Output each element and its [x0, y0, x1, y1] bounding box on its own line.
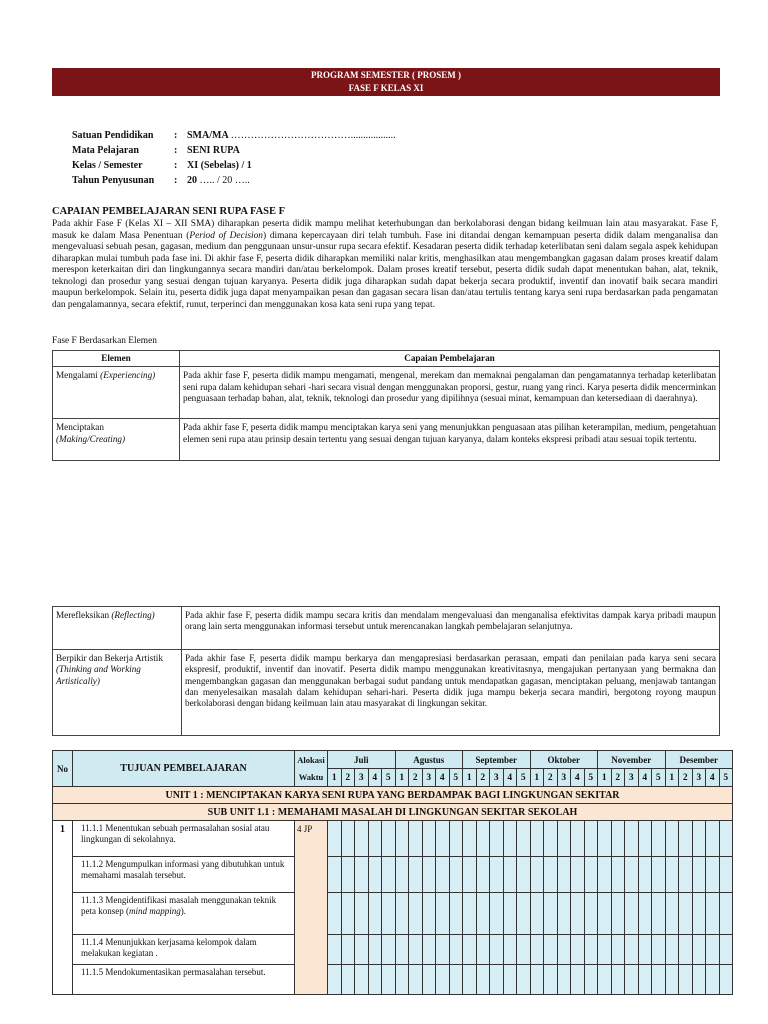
allocation-cell: 4 JP [295, 821, 328, 995]
schedule-cell[interactable] [530, 935, 544, 965]
schedule-cell[interactable] [638, 857, 652, 893]
schedule-cell[interactable] [463, 935, 477, 965]
elemen-description: Pada akhir fase F, peserta didik mampu secara kritis dan mendalam mengevaluasi dan menganalisa efektivitas dampak karya pribadi maupun orang lain serta menggunakan informasi tersebut untuk merencanakan langkah pembelajaran selanjutnya. [182, 607, 720, 650]
week-number: 4 [503, 769, 517, 787]
schedule-cell[interactable] [368, 893, 382, 935]
schedule-cell[interactable] [355, 893, 369, 935]
schedule-cell[interactable] [598, 965, 612, 995]
section-title: CAPAIAN PEMBELAJARAN SENI RUPA FASE F [52, 206, 286, 217]
schedule-cell[interactable] [517, 857, 531, 893]
schedule-cell[interactable] [638, 821, 652, 857]
schedule-cell[interactable] [476, 893, 490, 935]
schedule-cell[interactable] [422, 965, 436, 995]
week-number: 1 [328, 769, 342, 787]
schedule-cell[interactable] [517, 965, 531, 995]
schedule-cell[interactable] [395, 893, 409, 935]
unit-title: UNIT 1 : MENCIPTAKAN KARYA SENI RUPA YANG BERDAMPAK BAGI LINGKUNGAN SEKITAR [53, 787, 733, 804]
schedule-cell[interactable] [652, 935, 666, 965]
week-number: 3 [490, 769, 504, 787]
week-number: 1 [463, 769, 477, 787]
schedule-cell[interactable] [679, 893, 693, 935]
table-row [53, 419, 720, 461]
month-desember: Desember [665, 751, 733, 769]
schedule-cell[interactable] [692, 893, 706, 935]
schedule-cell[interactable] [503, 893, 517, 935]
schedule-cell[interactable] [611, 893, 625, 935]
schedule-cell[interactable] [409, 893, 423, 935]
week-number: 2 [611, 769, 625, 787]
week-number: 2 [409, 769, 423, 787]
week-number: 5 [517, 769, 531, 787]
banner-subtitle: FASE F KELAS XI [348, 83, 424, 93]
elemen-name: Berpikir dan Bekerja Artistik (Thinking and Working Artistically) [53, 650, 182, 736]
schedule-cell[interactable] [490, 935, 504, 965]
schedule-cell[interactable] [584, 893, 598, 935]
schedule-cell[interactable] [598, 821, 612, 857]
schedule-cell[interactable] [395, 857, 409, 893]
schedule-cell[interactable] [638, 893, 652, 935]
title-banner [52, 68, 720, 96]
tujuan-item: 11.1.4 Menunjukkan kerjasama kelompok dalam melakukan kegiatan . [73, 935, 295, 965]
week-number: 3 [625, 769, 639, 787]
schedule-cell[interactable] [625, 965, 639, 995]
elemen-description: Pada akhir fase F, peserta didik mampu menciptakan karya seni yang menunjukkan penguasaan atas pilihan keterampilan, medium, pengetahuan elemen seni rupa atau prinsip desain tertentu yang sesuai dengan tujuan karyanya, dalam konteks ekspresi pribadi atau sesuai topik tertentu. [180, 419, 720, 461]
schedule-cell[interactable] [436, 965, 450, 995]
week-number: 1 [665, 769, 679, 787]
schedule-cell[interactable] [503, 935, 517, 965]
schedule-cell[interactable] [625, 935, 639, 965]
schedule-cell[interactable] [476, 821, 490, 857]
schedule-cell[interactable] [409, 965, 423, 995]
schedule-cell[interactable] [368, 857, 382, 893]
identity-block [72, 128, 396, 188]
week-number: 4 [368, 769, 382, 787]
schedule-cell[interactable] [476, 857, 490, 893]
schedule-cell[interactable] [409, 857, 423, 893]
schedule-cell[interactable] [328, 857, 342, 893]
schedule-cell[interactable] [679, 935, 693, 965]
schedule-cell[interactable] [544, 857, 558, 893]
week-number: 5 [449, 769, 463, 787]
schedule-cell[interactable] [328, 965, 342, 995]
schedule-cell[interactable] [557, 965, 571, 995]
schedule-cell[interactable] [422, 893, 436, 935]
week-number: 4 [638, 769, 652, 787]
schedule-cell[interactable] [625, 857, 639, 893]
schedule-cell[interactable] [490, 857, 504, 893]
schedule-cell[interactable] [584, 965, 598, 995]
identity-row: Tahun Penyusunan : 20 ….. / 20 ….. [72, 175, 250, 186]
elemen-table-2 [52, 606, 720, 736]
schedule-cell[interactable] [679, 965, 693, 995]
schedule-cell[interactable] [679, 821, 693, 857]
schedule-cell[interactable] [652, 965, 666, 995]
schedule-cell[interactable] [503, 965, 517, 995]
schedule-cell[interactable] [409, 821, 423, 857]
schedule-cell[interactable] [517, 935, 531, 965]
row-number: 1 [53, 821, 73, 995]
schedule-cell[interactable] [341, 893, 355, 935]
schedule-cell[interactable] [449, 857, 463, 893]
week-number: 2 [341, 769, 355, 787]
schedule-cell[interactable] [490, 965, 504, 995]
schedule-cell[interactable] [638, 965, 652, 995]
schedule-cell[interactable] [436, 821, 450, 857]
schedule-cell[interactable] [476, 965, 490, 995]
table-row [53, 607, 720, 650]
schedule-cell[interactable] [463, 821, 477, 857]
week-number: 4 [571, 769, 585, 787]
schedule-cell[interactable] [598, 893, 612, 935]
schedule-cell[interactable] [449, 965, 463, 995]
schedule-cell[interactable] [719, 935, 733, 965]
schedule-cell[interactable] [368, 821, 382, 857]
schedule-cell[interactable] [328, 935, 342, 965]
schedule-cell[interactable] [652, 821, 666, 857]
schedule-table [52, 750, 733, 995]
schedule-cell[interactable] [692, 857, 706, 893]
schedule-cell[interactable] [422, 857, 436, 893]
capaian-paragraph: Pada akhir Fase F (Kelas XI – XII SMA) diharapkan peserta didik mampu melihat keterhubungan dan berkolaborasi dengan bidang keilmuan lain atau masyarakat. Fase F, masuk ke dalam Masa Penentuan (Period of Decision) dimana kepercayaan diri telah tumbuh. Fase ini ditandai dengan kemampuan peserta didik dalam menganalisa dan mengevaluasi sebuah pesan, gagasan, medium dan penggunaan unsur-unsur rupa secara efektif. Kesadaran peserta didik terhadap keterlibatan seni dalam segala aspek kehidupan diharapkan mulai tumbuh pada fase ini. Di akhir fase F, peserta didik diharapkan memiliki nalar kritis, menghasilkan atau mengembangkan gagasan dalam proses kreatif dalam merespon keterkaitan diri dan lingkungannya secara mandiri dan/atau berkelompok. Dalam proses kreatif tersebut, peserta didik sudah dapat menentukan bahan, alat, teknik, teknologi dan prosedur yang sesuai dengan tujuan karyanya. Peserta didik juga diharapkan sudah dapat bekerja secara produktif, inventif dan inovatif baik secara mandiri maupun berkelompok. Selain itu, peserta didik juga dapat menyampaikan pesan dan gagasan secara lisan dan/atau tertulis tentang karya seni rupa berdasarkan pada pengamatan dan pengalamannya, secara efektif, runut, terperinci dan menggunakan kosa kata seni rupa yang tepat. [52, 219, 718, 310]
schedule-cell[interactable] [382, 893, 396, 935]
schedule-cell[interactable] [557, 935, 571, 965]
schedule-cell[interactable] [692, 965, 706, 995]
schedule-cell[interactable] [611, 965, 625, 995]
schedule-cell[interactable] [598, 857, 612, 893]
schedule-cell[interactable] [355, 935, 369, 965]
schedule-cell[interactable] [544, 821, 558, 857]
schedule-cell[interactable] [503, 821, 517, 857]
identity-row: Mata Pelajaran : SENI RUPA [72, 145, 240, 156]
week-number: 5 [652, 769, 666, 787]
schedule-cell[interactable] [341, 935, 355, 965]
schedule-cell[interactable] [557, 857, 571, 893]
schedule-cell[interactable] [692, 935, 706, 965]
schedule-cell[interactable] [530, 857, 544, 893]
schedule-cell[interactable] [449, 935, 463, 965]
week-number: 1 [598, 769, 612, 787]
schedule-cell[interactable] [355, 965, 369, 995]
table-row [53, 367, 720, 419]
header-elemen: Elemen [53, 351, 180, 367]
schedule-cell[interactable] [503, 857, 517, 893]
schedule-cell[interactable] [395, 935, 409, 965]
elemen-description: Pada akhir fase F, peserta didik mampu berkarya dan mengapresiasi berdasarkan perasaan, empati dan penilaian pada karya seni secara ekspresif, produktif, inventif dan inovatif. Peserta didik mampu menggunakan kreativitasnya, mengajukan pertanyaan yang bermakna dan mengembangkan gagasan dan menggunakan berbagai sudut pandang untuk mendapatkan gagasan, menciptakan peluang, menjawab tantangan dan menyelesaikan masalah dalam kehidupan sehari-hari. Peserta didik juga mampu bekerja secara mandiri, bergotong royong maupun berkolaborasi dengan bidang keilmuan lain atau masyarakat di lingkungan sekitar. [182, 650, 720, 736]
schedule-cell[interactable] [571, 857, 585, 893]
schedule-cell[interactable] [584, 821, 598, 857]
schedule-cell[interactable] [706, 965, 720, 995]
header-tujuan: TUJUAN PEMBELAJARAN [73, 751, 295, 787]
month-september: September [463, 751, 531, 769]
schedule-cell[interactable] [517, 821, 531, 857]
schedule-cell[interactable] [544, 935, 558, 965]
schedule-cell[interactable] [611, 857, 625, 893]
schedule-cell[interactable] [530, 893, 544, 935]
tujuan-item: 11.1.3 Mengidentifikasi masalah menggunakan teknik peta konsep (mind mapping). [73, 893, 295, 935]
schedule-cell[interactable] [571, 821, 585, 857]
table-row [53, 650, 720, 736]
elemen-name: Mengalami (Experiencing) [53, 367, 180, 419]
week-number: 3 [692, 769, 706, 787]
header-capaian: Capaian Pembelajaran [180, 351, 720, 367]
schedule-cell[interactable] [665, 821, 679, 857]
week-number: 5 [382, 769, 396, 787]
schedule-cell[interactable] [328, 893, 342, 935]
header-waktu: Waktu [295, 769, 328, 787]
schedule-cell[interactable] [665, 965, 679, 995]
week-number: 4 [706, 769, 720, 787]
schedule-cell[interactable] [368, 935, 382, 965]
week-number: 1 [395, 769, 409, 787]
schedule-cell[interactable] [692, 821, 706, 857]
schedule-cell[interactable] [679, 857, 693, 893]
tujuan-item: 11.1.1 Menentukan sebuah permasalahan sosial atau lingkungan di sekolahnya. [73, 821, 295, 857]
schedule-cell[interactable] [449, 893, 463, 935]
schedule-cell[interactable] [530, 965, 544, 995]
schedule-cell[interactable] [625, 821, 639, 857]
month-oktober: Oktober [530, 751, 598, 769]
schedule-cell[interactable] [571, 935, 585, 965]
schedule-cell[interactable] [719, 965, 733, 995]
header-no: No [53, 751, 73, 787]
week-number: 5 [584, 769, 598, 787]
schedule-cell[interactable] [557, 893, 571, 935]
schedule-cell[interactable] [490, 893, 504, 935]
schedule-cell[interactable] [706, 857, 720, 893]
month-november: November [598, 751, 666, 769]
schedule-cell[interactable] [476, 935, 490, 965]
schedule-cell[interactable] [571, 965, 585, 995]
schedule-cell[interactable] [328, 821, 342, 857]
schedule-cell[interactable] [544, 965, 558, 995]
schedule-cell[interactable] [638, 935, 652, 965]
schedule-cell[interactable] [341, 821, 355, 857]
schedule-cell[interactable] [530, 821, 544, 857]
schedule-cell[interactable] [436, 893, 450, 935]
schedule-cell[interactable] [544, 893, 558, 935]
schedule-cell[interactable] [557, 821, 571, 857]
month-juli: Juli [328, 751, 396, 769]
week-number: 3 [422, 769, 436, 787]
subunit-title: SUB UNIT 1.1 : MEMAHAMI MASALAH DI LINGKUNGAN SEKITAR SEKOLAH [53, 804, 733, 821]
week-number: 4 [436, 769, 450, 787]
month-agustus: Agustus [395, 751, 463, 769]
schedule-cell[interactable] [382, 821, 396, 857]
week-number: 3 [355, 769, 369, 787]
week-number: 1 [530, 769, 544, 787]
schedule-cell[interactable] [463, 857, 477, 893]
schedule-cell[interactable] [436, 935, 450, 965]
schedule-cell[interactable] [719, 893, 733, 935]
schedule-cell[interactable] [706, 821, 720, 857]
identity-row: Satuan Pendidikan : SMA/MA ……………………………….................. [72, 130, 396, 141]
schedule-cell[interactable] [395, 965, 409, 995]
schedule-cell[interactable] [665, 935, 679, 965]
elemen-description: Pada akhir fase F, peserta didik mampu mengamati, mengenal, merekam dan memaknai pengalaman dan pengamatannya terhadap keterlibatan seni rupa dalam kehidupan sehari -hari secara visual dengan menggunakan proporsi, gestur, ruang yang rinci. Karya peserta didik mencerminkan penguasaan terhadap bahan, alat, teknik, teknologi dan prosedur yang dipilihnya (sesuai minat, kemampuan dan ketersediaan di daerahnya). [180, 367, 720, 419]
identity-row: Kelas / Semester : XI (Sebelas) / 1 [72, 160, 252, 171]
schedule-cell[interactable] [341, 965, 355, 995]
schedule-cell[interactable] [719, 857, 733, 893]
schedule-cell[interactable] [490, 821, 504, 857]
schedule-cell[interactable] [652, 893, 666, 935]
schedule-cell[interactable] [584, 857, 598, 893]
header-alokasi: Alokasi [295, 751, 328, 769]
tujuan-item: 11.1.5 Mendokumentasikan permasalahan tersebut. [73, 965, 295, 995]
schedule-cell[interactable] [409, 935, 423, 965]
schedule-cell[interactable] [355, 821, 369, 857]
schedule-cell[interactable] [368, 965, 382, 995]
schedule-cell[interactable] [422, 935, 436, 965]
schedule-cell[interactable] [584, 935, 598, 965]
schedule-cell[interactable] [571, 893, 585, 935]
week-number: 2 [544, 769, 558, 787]
schedule-cell[interactable] [665, 857, 679, 893]
schedule-cell[interactable] [665, 893, 679, 935]
elemen-name: Merefleksikan (Reflecting) [53, 607, 182, 650]
schedule-cell[interactable] [611, 935, 625, 965]
schedule-cell[interactable] [355, 857, 369, 893]
schedule-cell[interactable] [652, 857, 666, 893]
schedule-cell[interactable] [463, 965, 477, 995]
tujuan-item: 11.1.2 Mengumpulkan informasi yang dibutuhkan untuk memahami masalah tersebut. [73, 857, 295, 893]
week-number: 2 [476, 769, 490, 787]
schedule-cell[interactable] [598, 935, 612, 965]
elemen-table-1 [52, 350, 720, 461]
schedule-cell[interactable] [611, 821, 625, 857]
fase-label: Fase F Berdasarkan Elemen [52, 336, 157, 346]
elemen-name: Menciptakan (Making/Creating) [53, 419, 180, 461]
schedule-cell[interactable] [382, 857, 396, 893]
schedule-cell[interactable] [719, 821, 733, 857]
week-number: 3 [557, 769, 571, 787]
schedule-cell[interactable] [463, 893, 477, 935]
schedule-cell[interactable] [422, 821, 436, 857]
schedule-cell[interactable] [395, 821, 409, 857]
schedule-cell[interactable] [625, 893, 639, 935]
week-number: 5 [719, 769, 733, 787]
schedule-cell[interactable] [706, 935, 720, 965]
week-number: 2 [679, 769, 693, 787]
schedule-cell[interactable] [449, 821, 463, 857]
schedule-cell[interactable] [706, 893, 720, 935]
schedule-cell[interactable] [382, 935, 396, 965]
schedule-cell[interactable] [517, 893, 531, 935]
banner-title: PROGRAM SEMESTER ( PROSEM ) [310, 70, 461, 80]
schedule-cell[interactable] [436, 857, 450, 893]
schedule-cell[interactable] [382, 965, 396, 995]
schedule-cell[interactable] [341, 857, 355, 893]
